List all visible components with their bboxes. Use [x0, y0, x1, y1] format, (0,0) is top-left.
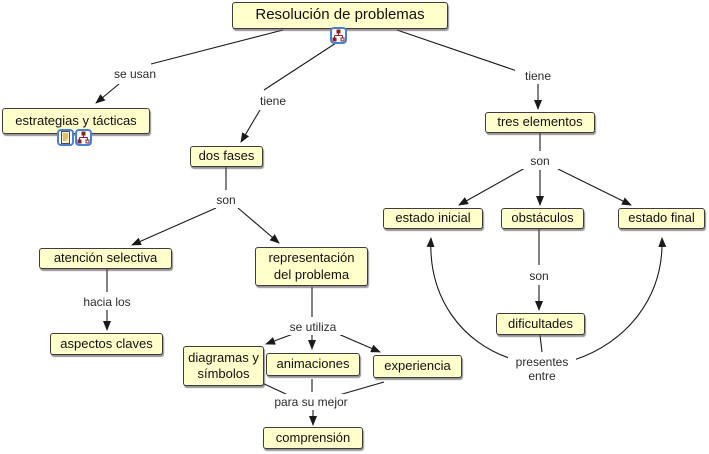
- node-estrategias-y-tacticas[interactable]: estrategias y tácticas: [2, 108, 150, 134]
- node-obstaculos[interactable]: obstáculos: [501, 208, 584, 229]
- link-label-son-obstaculos[interactable]: son: [517, 268, 561, 284]
- concept-map-icon[interactable]: [75, 129, 92, 146]
- link-label-presentes-entre[interactable]: presentes entre: [508, 354, 576, 384]
- link-label-tiene-right[interactable]: tiene: [515, 68, 561, 84]
- node-tres-elementos[interactable]: tres elementos: [485, 112, 595, 133]
- concept-map-icon[interactable]: [330, 27, 347, 44]
- link-label-son-fases[interactable]: son: [204, 192, 248, 208]
- link-label-hacia-los[interactable]: hacia los: [77, 294, 137, 310]
- node-comprension[interactable]: comprensión: [263, 427, 363, 449]
- link-label-tiene-left[interactable]: tiene: [250, 93, 296, 109]
- link-label-se-utiliza[interactable]: se utiliza: [282, 319, 344, 335]
- node-dificultades[interactable]: dificultades: [496, 313, 585, 335]
- node-resolucion-de-problemas[interactable]: Resolución de problemas: [232, 2, 448, 29]
- link-label-para-su-mejor[interactable]: para su mejor: [267, 394, 355, 410]
- node-animaciones[interactable]: animaciones: [266, 353, 360, 376]
- node-diagramas-y-simbolos[interactable]: diagramas y símbolos: [183, 346, 264, 386]
- node-atencion-selectiva[interactable]: atención selectiva: [39, 248, 172, 269]
- node-dos-fases[interactable]: dos fases: [190, 146, 263, 167]
- document-icon[interactable]: [57, 129, 74, 146]
- node-aspectos-claves[interactable]: aspectos claves: [50, 333, 163, 355]
- link-label-son-elementos[interactable]: son: [518, 153, 562, 169]
- link-label-se-usan[interactable]: se usan: [104, 66, 166, 82]
- node-estado-inicial[interactable]: estado inicial: [383, 208, 483, 229]
- node-estado-final[interactable]: estado final: [618, 208, 705, 229]
- node-representacion-del-problema[interactable]: representación del problema: [255, 247, 368, 286]
- node-experiencia[interactable]: experiencia: [373, 355, 462, 378]
